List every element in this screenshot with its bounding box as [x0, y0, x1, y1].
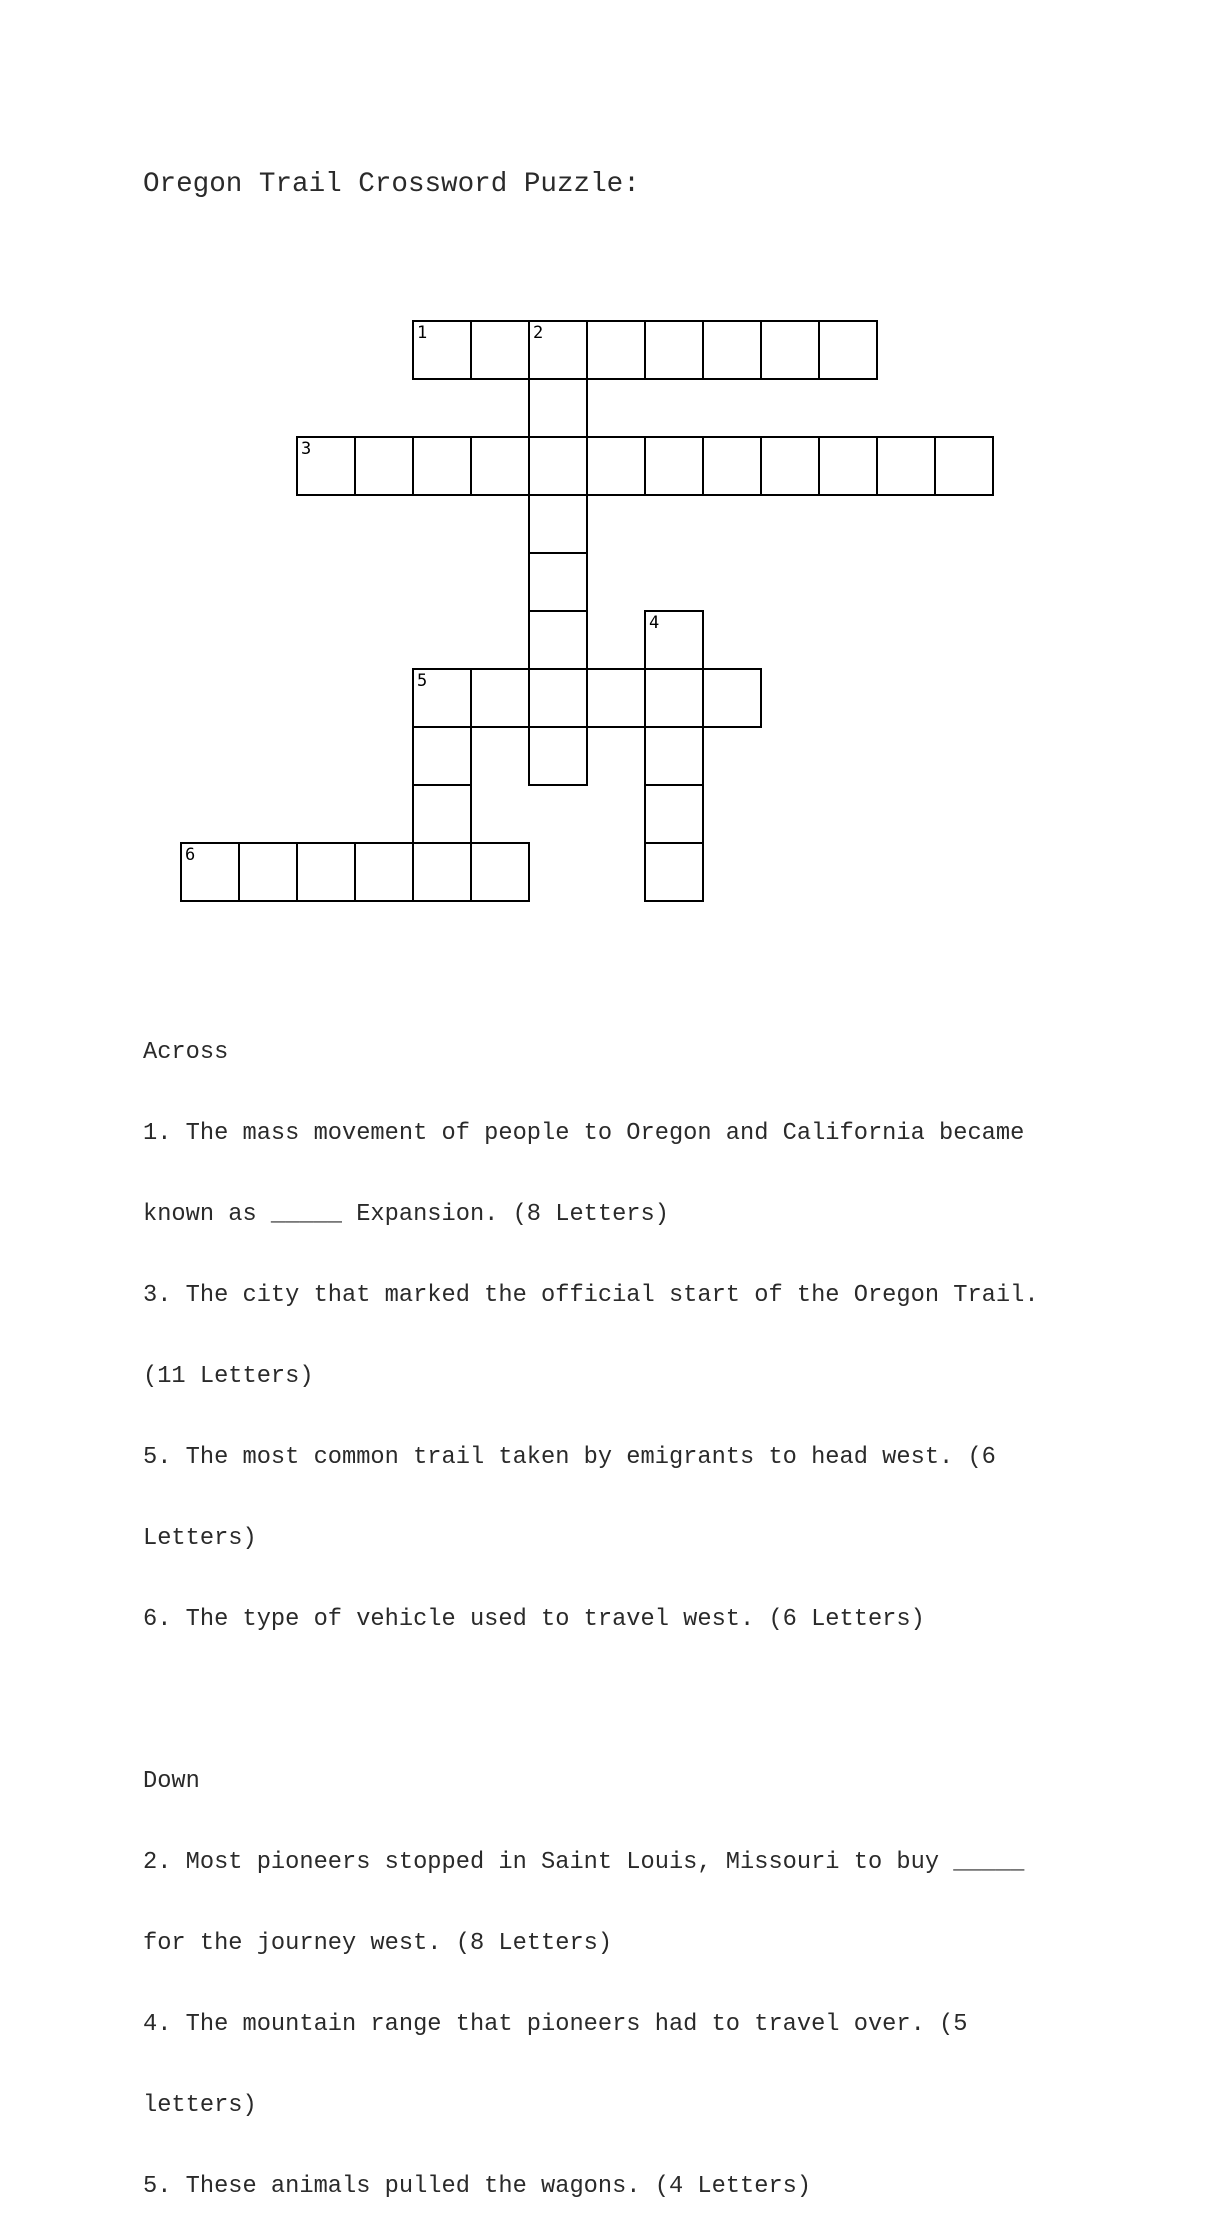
crossword-cell[interactable]	[702, 436, 762, 496]
page-title: Oregon Trail Crossword Puzzle:	[143, 169, 640, 200]
clue-number: 3	[301, 439, 312, 459]
crossword-cell[interactable]	[470, 842, 530, 902]
down-clue-line: letters)	[143, 2092, 257, 2119]
crossword-cell[interactable]	[528, 494, 588, 554]
crossword-cell[interactable]	[644, 320, 704, 380]
crossword-cell[interactable]	[586, 436, 646, 496]
down-clue-line: for the journey west. (8 Letters)	[143, 1930, 613, 1957]
crossword-cell[interactable]	[586, 668, 646, 728]
down-clue-line: 2. Most pioneers stopped in Saint Louis, Missouri to buy _____	[143, 1849, 1025, 1876]
spacer	[143, 1687, 1039, 1714]
across-heading: Across	[143, 1039, 229, 1066]
down-clue-line: 4. The mountain range that pioneers had to travel over. (5	[143, 2011, 968, 2038]
across-clue-line: (11 Letters)	[143, 1363, 314, 1390]
crossword-cell[interactable]	[702, 320, 762, 380]
clue-number: 6	[185, 845, 196, 865]
crossword-cell[interactable]	[644, 668, 704, 728]
crossword-cell[interactable]	[528, 320, 588, 380]
crossword-cell[interactable]	[528, 378, 588, 438]
clue-number: 5	[417, 671, 428, 691]
crossword-cell[interactable]	[528, 436, 588, 496]
crossword-cell[interactable]	[644, 610, 704, 670]
crossword-cell[interactable]	[528, 610, 588, 670]
crossword-cell[interactable]	[412, 784, 472, 844]
crossword-cell[interactable]	[470, 668, 530, 728]
crossword-cell[interactable]	[412, 436, 472, 496]
crossword-cell[interactable]	[818, 320, 878, 380]
crossword-cell[interactable]	[644, 726, 704, 786]
clue-number: 1	[417, 323, 428, 343]
crossword-cell[interactable]	[528, 552, 588, 612]
crossword-cell[interactable]	[644, 436, 704, 496]
crossword-cell[interactable]	[296, 436, 356, 496]
crossword-cell[interactable]	[412, 320, 472, 380]
crossword-cell[interactable]	[412, 842, 472, 902]
across-clue-line: 3. The city that marked the official start of the Oregon Trail.	[143, 1282, 1039, 1309]
crossword-cell[interactable]	[180, 842, 240, 902]
clue-number: 2	[533, 323, 544, 343]
down-clue-line: 5. These animals pulled the wagons. (4 Letters)	[143, 2173, 812, 2200]
across-clue-line: known as _____ Expansion. (8 Letters)	[143, 1201, 669, 1228]
crossword-cell[interactable]	[644, 784, 704, 844]
crossword-cell[interactable]	[412, 668, 472, 728]
crossword-cell[interactable]	[760, 320, 820, 380]
clues-section	[143, 985, 1039, 2227]
crossword-cell[interactable]	[354, 436, 414, 496]
clue-number: 4	[649, 613, 660, 633]
crossword-cell[interactable]	[412, 726, 472, 786]
crossword-cell[interactable]	[528, 726, 588, 786]
across-clue-line: 5. The most common trail taken by emigrants to head west. (6	[143, 1444, 996, 1471]
crossword-cell[interactable]	[760, 436, 820, 496]
across-clue-line: 1. The mass movement of people to Oregon and California became	[143, 1120, 1025, 1147]
across-clue-line: 6. The type of vehicle used to travel west. (6 Letters)	[143, 1606, 925, 1633]
crossword-cell[interactable]	[934, 436, 994, 496]
across-clue-line: Letters)	[143, 1525, 257, 1552]
crossword-cell[interactable]	[586, 320, 646, 380]
crossword-cell[interactable]	[470, 436, 530, 496]
down-heading: Down	[143, 1768, 200, 1795]
crossword-cell[interactable]	[238, 842, 298, 902]
crossword-cell[interactable]	[818, 436, 878, 496]
crossword-cell[interactable]	[296, 842, 356, 902]
crossword-cell[interactable]	[702, 668, 762, 728]
crossword-cell[interactable]	[354, 842, 414, 902]
crossword-cell[interactable]	[876, 436, 936, 496]
crossword-cell[interactable]	[528, 668, 588, 728]
crossword-cell[interactable]	[470, 320, 530, 380]
crossword-cell[interactable]	[644, 842, 704, 902]
